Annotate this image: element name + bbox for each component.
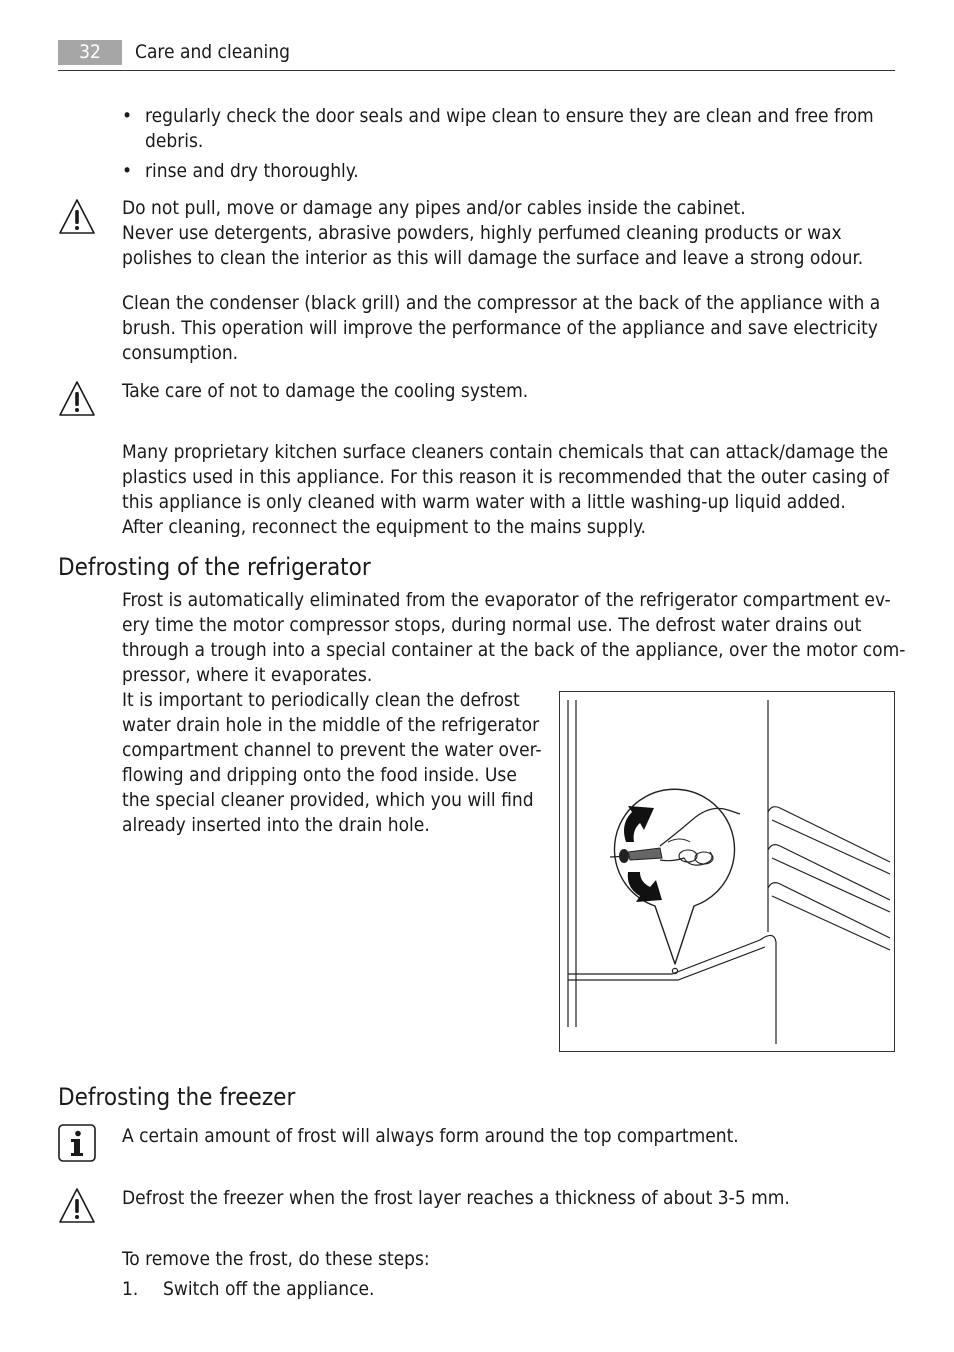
header-divider [58,70,895,71]
text-line: ery time the motor compressor stops, during normal use. The defrost water drains out [122,614,862,636]
text-line: water drain hole in the middle of the refrigerator [122,714,540,736]
bullet-dot: • [122,105,133,127]
step-number: 1. [122,1278,139,1300]
text-line: flowing and dripping onto the food inside. Use [122,764,517,786]
bullet-dot: • [122,160,133,182]
paragraph-condenser: Clean the condenser (black grill) and the compressor at the back of the appliance with a brush. This operation will improve the performance of the appliance and save electricity consumption. [122,292,881,364]
text-line: already inserted into the drain hole. [122,814,430,836]
page-number: 32 [58,40,122,65]
bullet-text: rinse and dry thoroughly. [145,160,359,182]
heading-defrost-freezer: Defrosting the freezer [58,1083,296,1111]
warning-triangle-icon [58,1187,96,1225]
warning-triangle-icon [58,380,96,418]
text-line: Frost is automatically eliminated from the evaporator of the refrigerator compartment ev- [122,589,891,611]
info-icon [58,1124,96,1162]
text-line: through a trough into a special container at the back of the appliance, over the motor com- [122,639,906,661]
paragraph-defrost-auto [122,588,906,688]
warning-line: Never use detergents, abrasive powders, highly perfumed cleaning products or wax polishes to clean the interior as this will damage the surface and leave a strong odour. [122,222,864,269]
section-title: Care and cleaning [135,41,290,63]
bullet-text: regularly check the door seals and wipe clean to ensure they are clean and free from debris. [145,105,874,152]
bullet-item [122,159,895,184]
warning-text: Defrost the freezer when the frost layer reaches a thickness of about 3-5 mm. [122,1187,790,1209]
step-text: Switch off the appliance. [163,1278,375,1300]
warning-line: Do not pull, move or damage any pipes and/or cables inside the cabinet. [122,197,746,219]
bullet-item [122,104,895,154]
steps-intro: To remove the frost, do these steps: [122,1248,430,1270]
paragraph-reconnect: After cleaning, reconnect the equipment to the mains supply. [122,516,646,538]
paragraph-cleaners: Many proprietary kitchen surface cleaners contain chemicals that can attack/damage the plastics used in this appliance. For this reason it is recommended that the outer casing of this appliance is only cleaned with warm water with a little washing-up liquid added. [122,441,889,513]
text-line: It is important to periodically clean the defrost [122,689,520,711]
warning-text [122,196,895,271]
text-line: pressor, where it evaporates. [122,664,373,686]
info-text: A certain amount of frost will always form around the top compartment. [122,1125,739,1147]
paragraph-drain-hole [122,688,552,838]
heading-defrost-refrigerator: Defrosting of the refrigerator [58,553,371,581]
warning-text: Take care of not to damage the cooling system. [122,380,529,402]
text-line: the special cleaner provided, which you will find [122,789,534,811]
text-line: compartment channel to prevent the water over- [122,739,542,761]
drain-hole-cleaning-illustration [559,691,895,1052]
warning-triangle-icon [58,198,96,236]
